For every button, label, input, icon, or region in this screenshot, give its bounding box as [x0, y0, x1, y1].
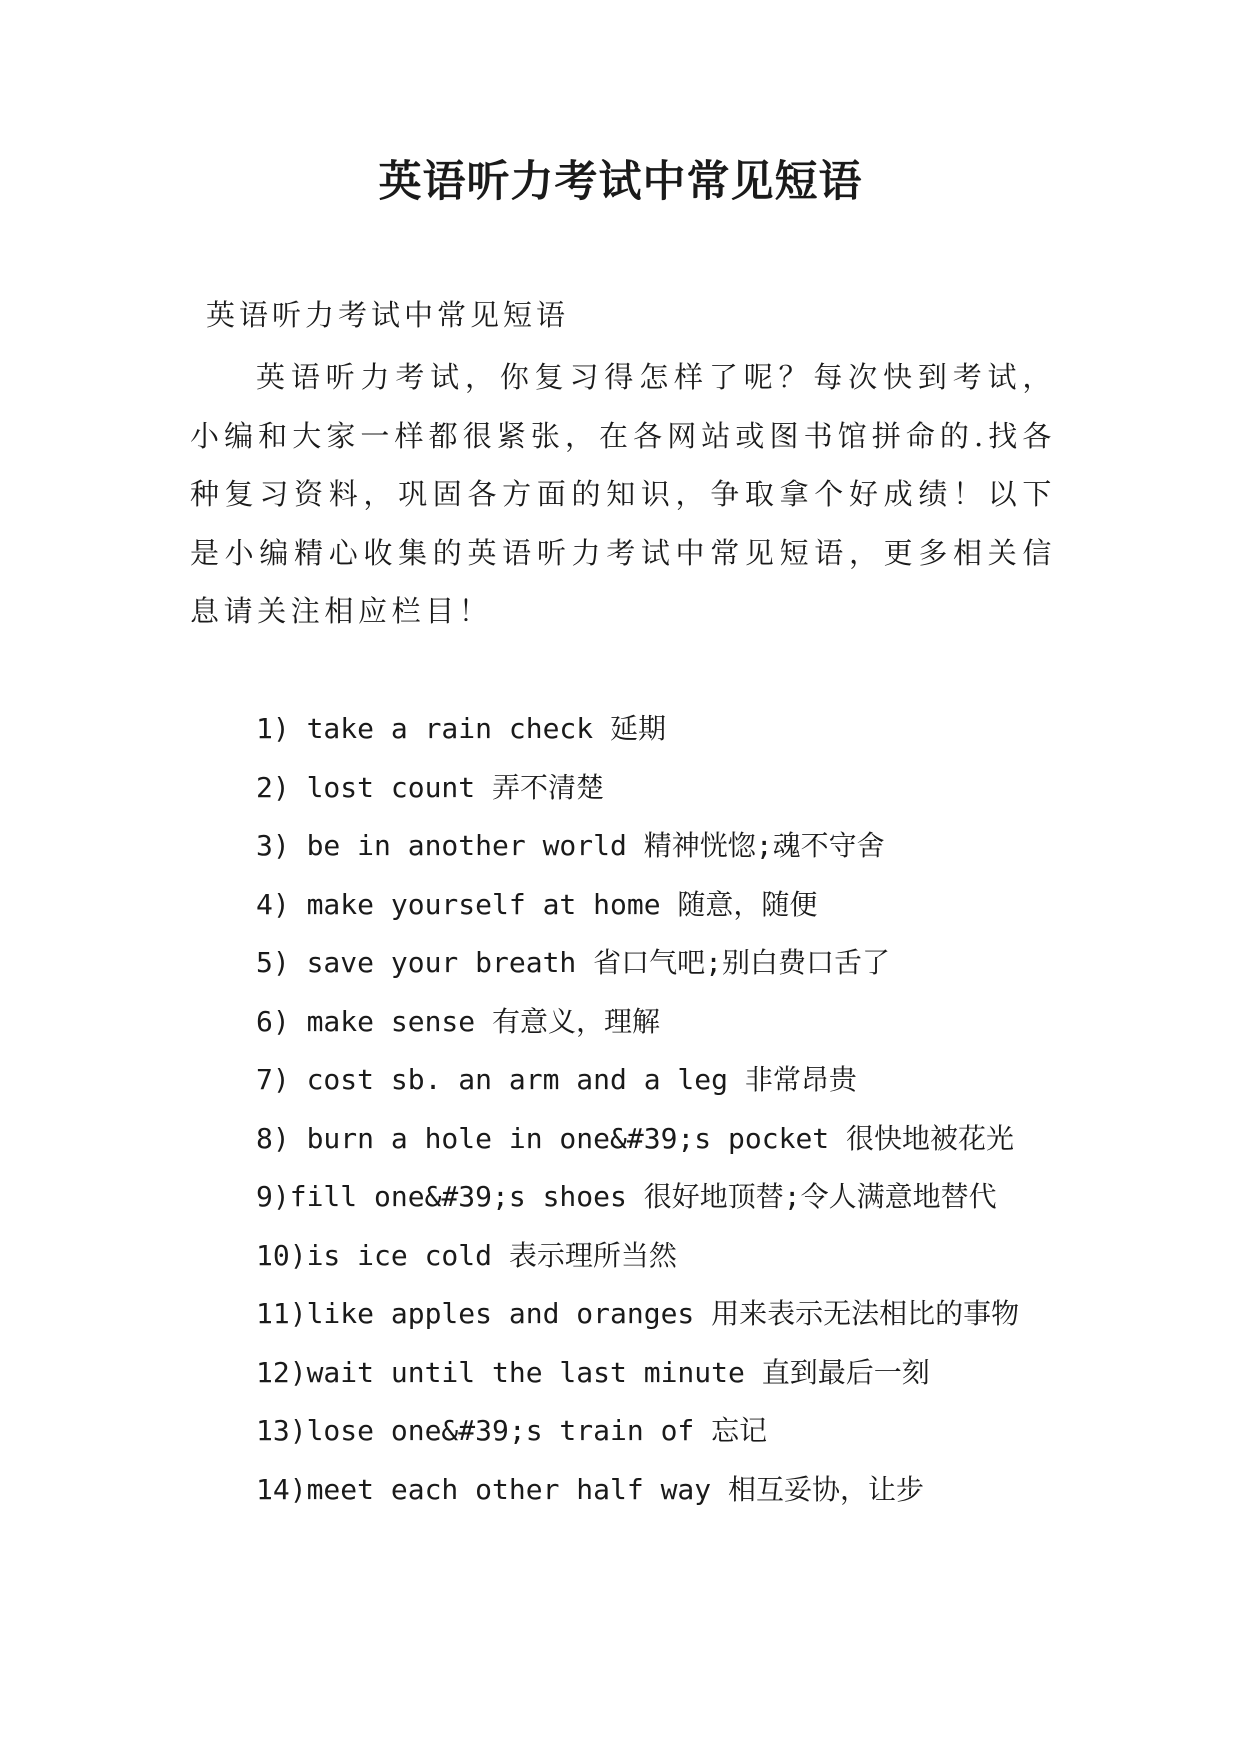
document-subtitle: 英语听力考试中常见短语: [206, 298, 570, 332]
phrase-item: 4) make yourself at home 随意，随便: [256, 887, 818, 921]
phrase-item: 10)is ice cold 表示理所当然: [256, 1238, 677, 1272]
intro-paragraph: 英语听力考试，你复习得怎样了呢？每次快到考试，小编和大家一样都很紧张，在各网站或图书馆拼命的.找各种复习资料，巩固各方面的知识，争取拿个好成绩！以下是小编精心收集的英语听力考试中常见短语，更多相关信息请关注相应栏目！: [190, 360, 1056, 628]
phrase-item: 2) lost count 弄不清楚: [256, 770, 605, 804]
phrase-list: [190, 700, 1056, 1519]
phrase-item: 12)wait until the last minute 直到最后一刻: [256, 1355, 930, 1389]
phrase-item: 1) take a rain check 延期: [256, 712, 667, 745]
phrase-item: 14)meet each other half way 相互妥协，让步: [256, 1472, 925, 1506]
phrase-item: 5) save your breath 省口气吧;别白费口舌了: [256, 946, 891, 979]
phrase-item: 11)like apples and oranges 用来表示无法相比的事物: [256, 1297, 1020, 1330]
phrase-item: 6) make sense 有意义，理解: [256, 1004, 661, 1038]
phrase-item: 8) burn a hole in one&#39;s pocket 很快地被花光: [256, 1121, 1015, 1155]
phrase-item: 3) be in another world 精神恍惚;魂不守舍: [256, 829, 885, 862]
phrase-item: 7) cost sb. an arm and a leg 非常昂贵: [256, 1063, 857, 1096]
document-title: 英语听力考试中常见短语: [378, 157, 863, 207]
phrase-item: 9)fill one&#39;s shoes 很好地顶替;令人满意地替代: [256, 1180, 997, 1213]
phrase-item: 13)lose one&#39;s train of 忘记: [256, 1414, 768, 1447]
